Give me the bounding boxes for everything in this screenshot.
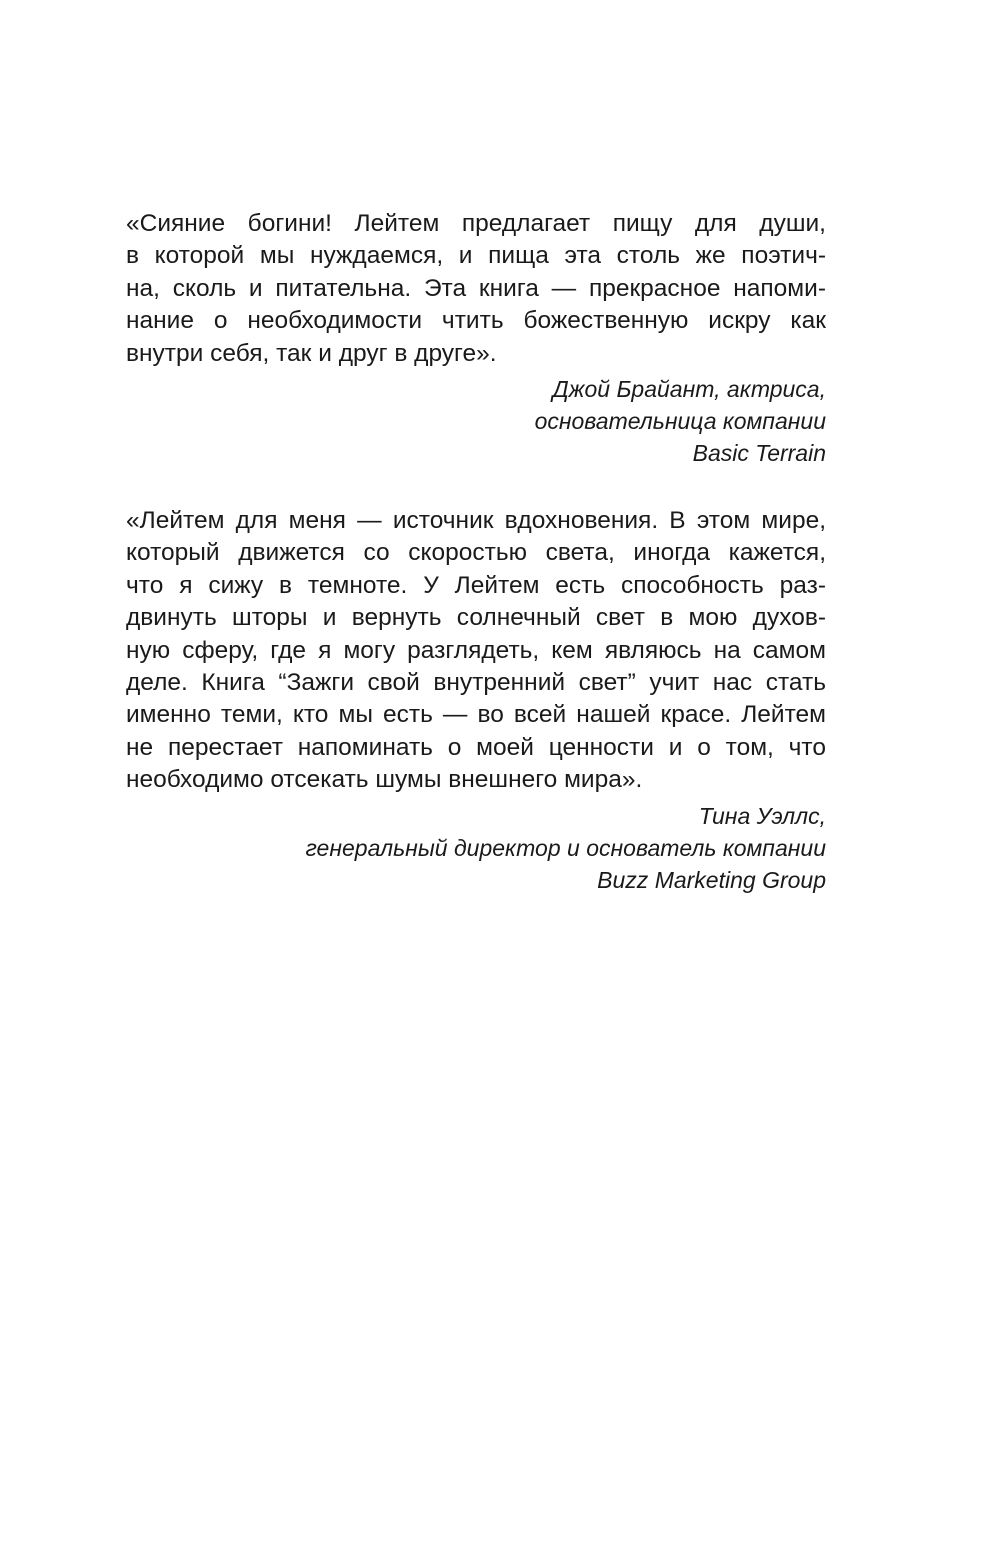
attribution-line: Basic Terrain xyxy=(692,439,826,466)
attribution-line: Buzz Marketing Group xyxy=(597,866,826,893)
attribution-line: Джой Брайант, актриса, xyxy=(552,375,826,402)
quote-line: двинуть шторы и вернуть солнечный свет в мою духов- xyxy=(126,604,826,632)
quote-line: необходимо отсекать шумы внешнего мира». xyxy=(126,766,643,794)
testimonial-quote xyxy=(126,505,826,797)
testimonial-1 xyxy=(126,208,826,469)
quote-line: не перестает напоминать о моей ценности и о том, что xyxy=(126,733,826,761)
quote-line: внутри себя, так и друг в друге». xyxy=(126,339,497,367)
quote-line: ную сферу, где я могу разглядеть, кем являюсь на самом xyxy=(126,636,826,664)
testimonial-attribution xyxy=(126,373,826,469)
testimonial-quote xyxy=(126,208,826,370)
quote-line: деле. Книга “Зажги свой внутренний свет” учит нас стать xyxy=(126,668,826,696)
quote-line: который движется со скоростью света, иногда кажется, xyxy=(126,539,826,567)
attribution-line: Тина Уэллс, xyxy=(698,802,826,829)
quote-line: в которой мы нуждаемся, и пища эта столь же поэтич- xyxy=(126,242,826,270)
testimonial-2 xyxy=(126,505,826,896)
testimonial-attribution xyxy=(126,800,826,896)
attribution-line: основательница компании xyxy=(534,407,826,434)
quote-line: что я сижу в темноте. У Лейтем есть способность раз- xyxy=(126,571,826,599)
quote-line: на, сколь и питательна. Эта книга — прекрасное напоми- xyxy=(126,274,826,302)
quote-line: «Лейтем для меня — источник вдохновения. В этом мире, xyxy=(126,507,826,534)
quote-line: нание о необходимости чтить божественную искру как xyxy=(126,307,826,335)
attribution-line: генеральный директор и основатель компании xyxy=(305,834,826,861)
quote-line: «Сияние богини! Лейтем предлагает пищу для души, xyxy=(126,210,826,237)
quote-line: именно теми, кто мы есть — во всей нашей красе. Лейтем xyxy=(126,701,826,729)
